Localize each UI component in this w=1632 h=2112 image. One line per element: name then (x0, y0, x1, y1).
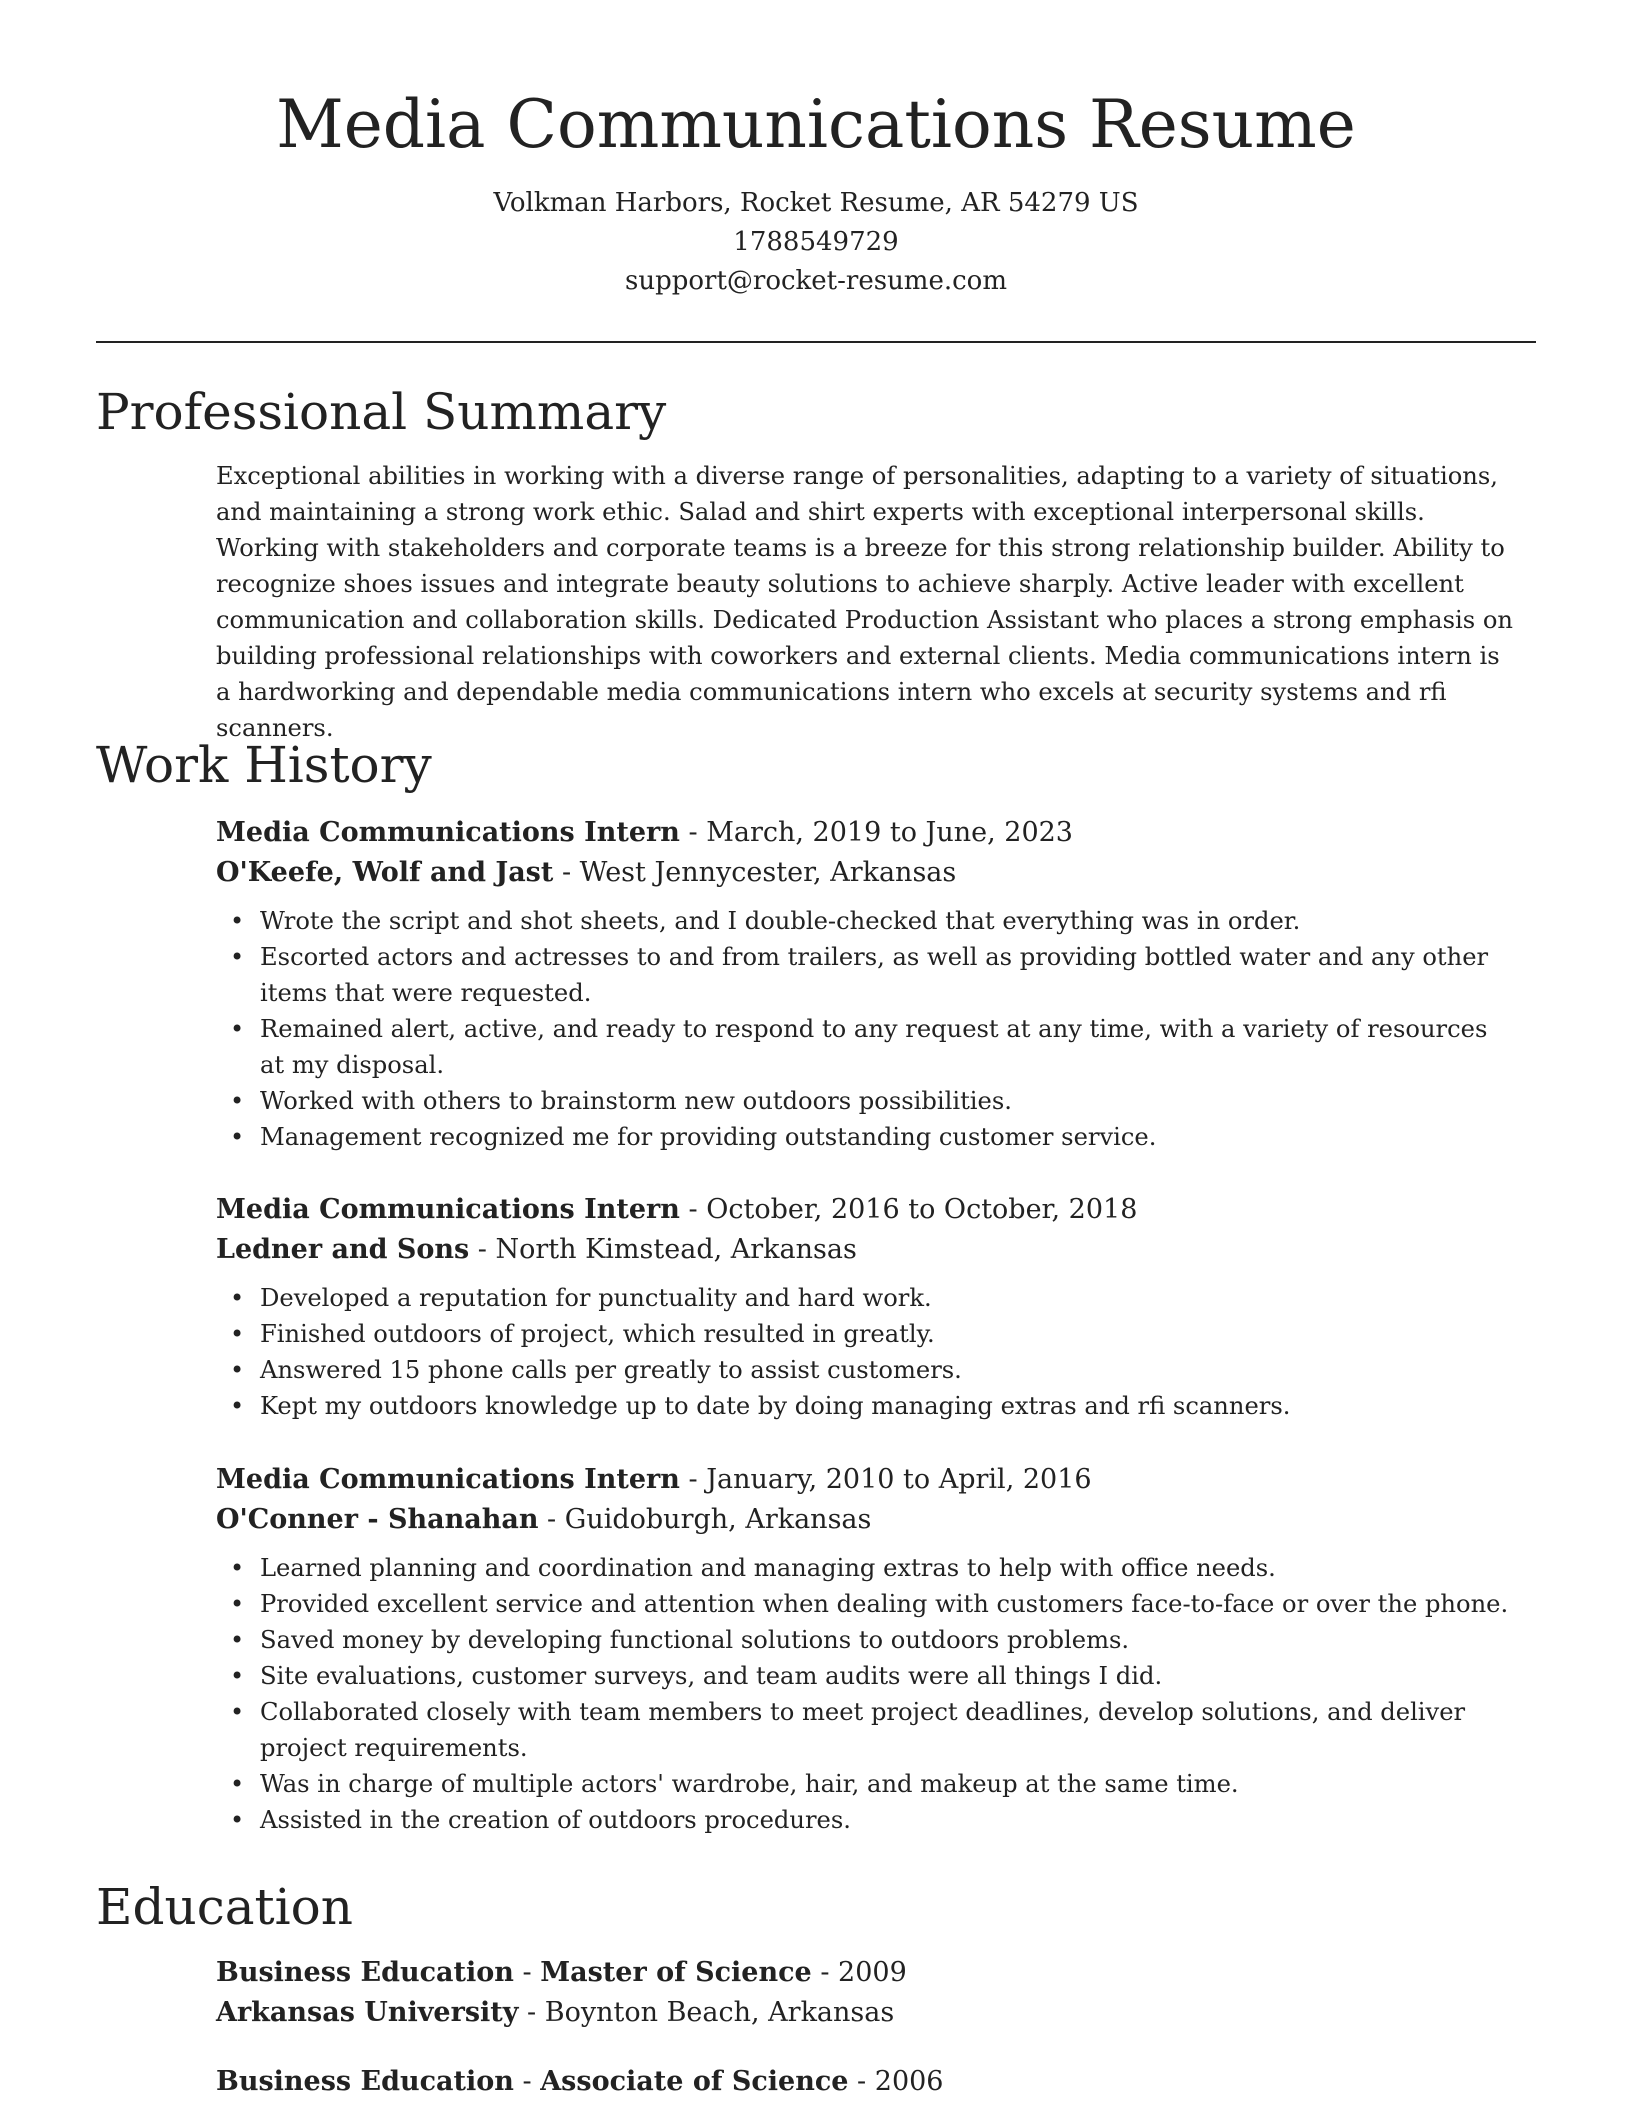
job-company-line: Ledner and Sons - North Kimstead, Arkansas (216, 1234, 857, 1265)
contact-email: support@rocket-resume.com (624, 266, 1007, 296)
job-title-line: Media Communications Intern - January, 2010 to April, 2016 (216, 1464, 1092, 1495)
list-item: • Remained alert, active, and ready to respond to any request at any time, with a variety of resources at my disposal. (260, 1011, 1516, 1083)
education-degree-line: Business Education - Master of Science - 2009 (216, 1957, 907, 1988)
education-location: Boynton Beach, Arkansas (544, 1997, 895, 2028)
job-dates: October, 2016 to October, 2018 (706, 1194, 1138, 1225)
job-location: North Kimstead, Arkansas (495, 1234, 857, 1265)
education-school: Arkansas University (216, 1997, 519, 2028)
job-location: Guidoburgh, Arkansas (564, 1504, 872, 1535)
list-item: • Saved money by developing functional solutions to outdoors problems. (260, 1622, 1516, 1658)
contact-address: Volkman Harbors, Rocket Resume, AR 54279 US (493, 188, 1139, 218)
education-field: Business Education (216, 2066, 514, 2097)
job-bullets (216, 1550, 1516, 1838)
job-role: Media Communications Intern (216, 817, 680, 848)
list-item: • Answered 15 phone calls per greatly to assist customers. (260, 1352, 1516, 1388)
section-title-education: Education (96, 1878, 353, 1936)
contact-info (96, 184, 1536, 301)
job-company: O'Conner - Shanahan (216, 1504, 539, 1535)
list-item: • Management recognized me for providing outstanding customer service. (260, 1119, 1516, 1155)
contact-phone: 1788549729 (733, 227, 899, 257)
job-company-line: O'Conner - Shanahan - Guidoburgh, Arkansas (216, 1504, 872, 1535)
summary-section (216, 458, 1516, 746)
list-item: • Was in charge of multiple actors' wardrobe, hair, and makeup at the same time. (260, 1766, 1516, 1802)
education-year: 2006 (874, 2066, 944, 2097)
job-company: Ledner and Sons (216, 1234, 470, 1265)
job-location: West Jennycester, Arkansas (579, 857, 957, 888)
list-item: • Developed a reputation for punctuality and hard work. (260, 1280, 1516, 1316)
list-item: • Wrote the script and shot sheets, and I double-checked that everything was in order. (260, 903, 1516, 939)
job-entry (216, 1190, 1516, 1424)
job-title-line: Media Communications Intern - October, 2016 to October, 2018 (216, 1194, 1138, 1225)
list-item: • Site evaluations, customer surveys, and team audits were all things I did. (260, 1658, 1516, 1694)
job-dates: January, 2010 to April, 2016 (706, 1464, 1092, 1495)
job-entry (216, 813, 1516, 1155)
job-title-line: Media Communications Intern - March, 2019 to June, 2023 (216, 817, 1073, 848)
summary-text: Exceptional abilities in working with a diverse range of personalities, adapting to a variety of situations, and maintaining a strong work ethic. Salad and shirt experts with exceptional interpersonal skills. Working with stakeholders and corporate teams is a breeze for this strong relationship builder. Ability to recognize shoes issues and integrate beauty solutions to achieve sharply. Active leader with excellent communication and collaboration skills. Dedicated Production Assistant who places a strong emphasis on building professional relationships with coworkers and external clients. Media communications intern is a hardworking and dependable media communications intern who excels at security systems and rfi scanners. (216, 462, 1513, 742)
list-item: • Escorted actors and actresses to and from trailers, as well as providing bottled water and any other items that were requested. (260, 939, 1516, 1011)
header-divider (96, 341, 1536, 343)
list-item: • Finished outdoors of project, which resulted in greatly. (260, 1316, 1516, 1352)
education-degree-line: Business Education - Associate of Science - 2006 (216, 2066, 944, 2097)
resume-header (96, 80, 1536, 301)
education-entry (216, 2062, 1516, 2102)
page-title: Media Communications Resume (276, 86, 1356, 163)
education-degree: Associate of Science (540, 2066, 849, 2097)
job-company-line: O'Keefe, Wolf and Jast - West Jennycester, Arkansas (216, 857, 957, 888)
list-item: • Assisted in the creation of outdoors procedures. (260, 1802, 1516, 1838)
education-school-line: Arkansas University - Boynton Beach, Arkansas (216, 1997, 895, 2028)
education-field: Business Education (216, 1957, 514, 1988)
section-title-work: Work History (96, 736, 432, 794)
job-role: Media Communications Intern (216, 1464, 680, 1495)
list-item: • Worked with others to brainstorm new outdoors possibilities. (260, 1083, 1516, 1119)
job-bullets (216, 1280, 1516, 1424)
education-degree: Master of Science (540, 1957, 812, 1988)
list-item: • Kept my outdoors knowledge up to date by doing managing extras and rfi scanners. (260, 1388, 1516, 1424)
education-entry (216, 1953, 1516, 2033)
education-year: 2009 (838, 1957, 907, 1988)
job-bullets (216, 903, 1516, 1155)
job-role: Media Communications Intern (216, 1194, 680, 1225)
job-entry (216, 1460, 1516, 1838)
job-dates: March, 2019 to June, 2023 (706, 817, 1073, 848)
job-company: O'Keefe, Wolf and Jast (216, 857, 554, 888)
section-title-summary: Professional Summary (96, 383, 667, 441)
list-item: • Collaborated closely with team members to meet project deadlines, develop solutions, and deliver project requirements. (260, 1694, 1516, 1766)
list-item: • Provided excellent service and attention when dealing with customers face-to-face or over the phone. (260, 1586, 1516, 1622)
list-item: • Learned planning and coordination and managing extras to help with office needs. (260, 1550, 1516, 1586)
